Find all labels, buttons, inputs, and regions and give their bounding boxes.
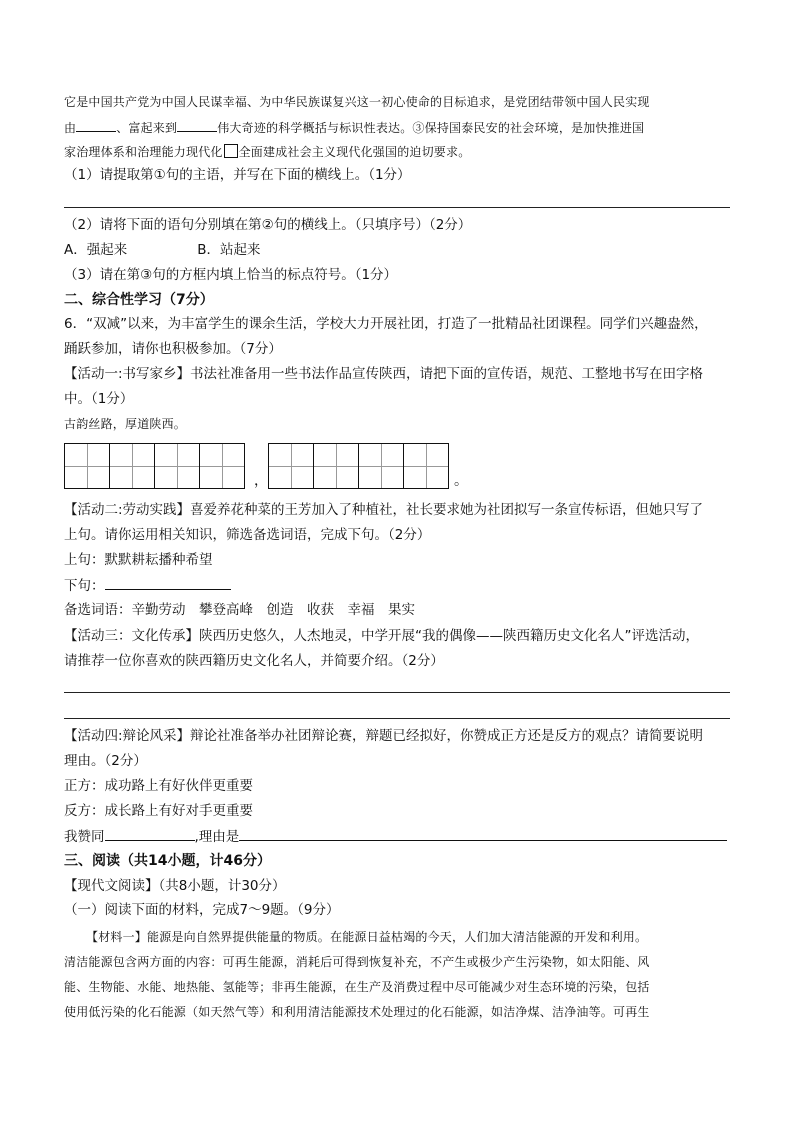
upper-line: 上句：默默耕耘播种希望: [64, 552, 213, 568]
reason-label: ,理由是: [194, 829, 240, 845]
writing-grid-left[interactable]: [64, 443, 244, 489]
lower-answer-blank[interactable]: [105, 575, 231, 590]
agree-side-blank[interactable]: [105, 826, 195, 841]
fill-blank-1[interactable]: [76, 117, 116, 132]
punctuation-box[interactable]: [224, 144, 238, 158]
intro-line-1: 它是中国共产党为中国人民谋幸福、为中华民族谋复兴这一初心使命的目标追求，是党团结带领中国人民实现: [64, 95, 650, 109]
section-2-heading: 二、综合性学习（7分）: [64, 292, 214, 308]
intro-line-3-start: 家治理体系和治理能力现代化: [64, 145, 223, 159]
intro-line-2-start: 由: [64, 121, 77, 135]
option-b: B．站起来: [197, 242, 261, 258]
pro-side: 正方：成功路上有好伙伴更重要: [64, 778, 253, 794]
material-1-line-2: 清洁能源包含两方面的内容：可再生能源，消耗后可得到恢复补充，不产生或极少产生污染物，如太阳能、风: [64, 955, 650, 969]
activity-3-line-2: 请推荐一位你喜欢的陕西籍历史文化名人，并简要介绍。（2分）: [64, 653, 444, 669]
grid-comma: ，: [254, 473, 268, 489]
candidate-words: 备选词语：辛勤劳动 攀登高峰 创造 收获 幸福 果实: [64, 602, 415, 618]
intro-line-2-end: 伟大奇迹的科学概括与标识性表达。③保持国泰民安的社会环境，是加快推进国: [217, 121, 645, 135]
answer-line-celebrity-1[interactable]: [64, 692, 730, 693]
grid-cell[interactable]: [154, 443, 200, 489]
grid-cell[interactable]: [109, 443, 155, 489]
q5-options: [64, 240, 730, 260]
lower-line: [64, 575, 730, 596]
modern-reading-heading: 【现代文阅读】（共8小题，计30分）: [64, 878, 286, 894]
q6-line-1: 6．“双减”以来，为丰富学生的课余生活，学校大力开展社团，打造了一批精品社团课程。同学们兴趣盎然，: [64, 316, 708, 332]
answer-line-celebrity-2[interactable]: [64, 718, 730, 719]
agree-label: 我赞同: [64, 829, 105, 845]
slogan-text: 古韵丝路，厚道陕西。: [64, 417, 187, 431]
activity-3-line-1: 【活动三：文化传承】陕西历史悠久，人杰地灵，中学开展“我的偶像——陕西籍历史文化名人”评选活动，: [64, 628, 699, 644]
q6-line-2: 踊跃参加，请你也积极参加。（7分）: [64, 341, 282, 357]
q5-sub1: （1）请提取第①句的主语，并写在下面的横线上。（1分）: [64, 167, 411, 183]
grid-cell[interactable]: [403, 443, 449, 489]
grid-cell[interactable]: [313, 443, 359, 489]
option-a: A．强起来: [64, 242, 128, 258]
activity-4-line-1: 【活动四:辩论风采】辩论社准备举办社团辩论赛，辩题已经拟好，你赞成正方还是反方的观点？请简要说明: [64, 728, 704, 744]
grid-period: 。: [454, 473, 468, 489]
q5-sub3: （3）请在第③句的方框内填上恰当的标点符号。（1分）: [64, 267, 398, 283]
activity-1-line-1: 【活动一:书写家乡】书法社准备用一些书法作品宣传陕西，请把下面的宣传语，规范、工整地书写在田字格: [64, 366, 704, 382]
activity-1-line-2: 中。（1分）: [64, 391, 134, 407]
intro-line-3: [64, 142, 730, 162]
activity-2-line-1: 【活动二:劳动实践】喜爱养花种菜的王芳加入了种植社，社长要求她为社团拟写一条宣传标语，但她只写了: [64, 502, 704, 518]
intro-line-2-mid: 、富起来到: [116, 121, 178, 135]
agree-line: [64, 826, 730, 847]
intro-line-3-end: 全面建成社会主义现代化强国的迫切要求。: [238, 145, 471, 159]
activity-2-line-2: 上句。请你运用相关知识，筛选备选词语，完成下句。（2分）: [64, 527, 431, 543]
activity-4-line-2: 理由。（2分）: [64, 753, 147, 769]
grid-cell[interactable]: [268, 443, 314, 489]
writing-grid-right[interactable]: [268, 443, 448, 489]
grid-cell[interactable]: [64, 443, 110, 489]
q5-sub2: （2）请将下面的语句分别填在第②句的横线上。（只填序号）（2分）: [64, 217, 472, 233]
intro-line-2: [64, 117, 730, 138]
material-1-line-4: 使用低污染的化石能源（如天然气等）和利用清洁能源技术处理过的化石能源，如洁净煤、洁净油等。可再生: [64, 1005, 650, 1019]
fill-blank-2[interactable]: [177, 117, 217, 132]
reason-blank[interactable]: [239, 826, 727, 841]
material-1-line-3: 能、生物能、水能、地热能、氢能等；非再生能源，在生产及消费过程中尽可能减少对生态环境的污染，包括: [64, 980, 650, 994]
material-1-line-1: 【材料一】能源是向自然界提供能量的物质。在能源日益枯竭的今天，人们加大清洁能源的开发和利用。: [86, 930, 648, 944]
grid-cell[interactable]: [358, 443, 404, 489]
con-side: 反方：成长路上有好对手更重要: [64, 803, 253, 819]
part-1-instruction: （一）阅读下面的材料，完成7～9题。（9分）: [64, 902, 340, 918]
section-3-heading: 三、阅读（共14小题，计46分）: [64, 853, 271, 869]
grid-cell[interactable]: [199, 443, 245, 489]
lower-label: 下句：: [64, 578, 105, 594]
answer-line-subject[interactable]: [64, 207, 730, 208]
